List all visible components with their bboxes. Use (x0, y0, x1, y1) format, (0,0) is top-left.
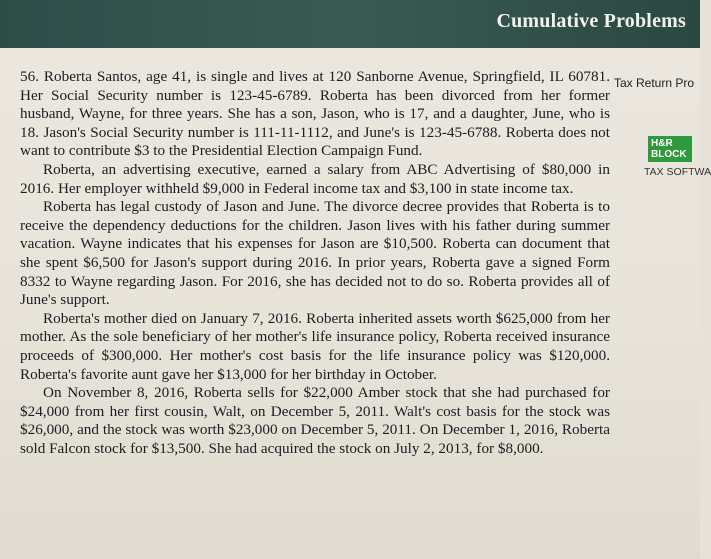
paragraph-1 (20, 68, 610, 161)
paragraph-1-text: Roberta Santos, age 41, is single and lives at 120 Sanborne Avenue, Springfield, IL 60781. Her Social Security number is 123-45-6789. Roberta has been divorced from her former husband, Wayne, for three years. She has a son, Jason, who is 17, and a daughter, June, who is 18. Jason's Social Security number is 111-11-1112, and June's is 123-45-6788. Roberta does not want to contribute $3 to the Presidential Election Campaign Fund. (20, 68, 611, 160)
paragraph-3: Roberta has legal custody of Jason and June. The divorce decree provides that Roberta is to receive the dependency deductions for the children. Jason lives with his father during summer vacation. Wayne indicates that his expenses for Jason are $10,500. Roberta can document that she spent $6,500 for Jason's support during 2016. In prior years, Roberta gave a signed Form 8332 to Wayne regarding Jason. For 2016, she has decided not to do so. Roberta provides all of June's support. (20, 198, 610, 309)
paragraph-2: Roberta, an advertising executive, earned a salary from ABC Advertising of $80,000 in 2016. Her employer withheld $9,000 in Federal income tax and $3,100 in state income tax. (20, 160, 610, 197)
problem-text (20, 68, 610, 458)
section-title: Cumulative Problems (496, 10, 686, 32)
tax-software-label: TAX SOFTWA (644, 166, 711, 178)
logo-line-1: H&R (651, 138, 673, 149)
header-bar (0, 0, 700, 48)
paragraph-4: Roberta's mother died on January 7, 2016. Roberta inherited assets worth $625,000 from her mother. As the sole beneficiary of her mother's life insurance policy, Roberta received insurance proceeds of $300,000. Her mother's cost basis for the life insurance policy was $120,000. Roberta's favorite aunt gave her $13,000 for her birthday in October. (20, 309, 610, 383)
hr-block-logo (648, 136, 692, 162)
tax-return-label: Tax Return Pro (614, 76, 695, 90)
problem-number: 56. (20, 68, 39, 85)
logo-line-2: BLOCK (651, 149, 687, 160)
paragraph-5: On November 8, 2016, Roberta sells for $22,000 Amber stock that she had purchased for $24,000 from her first cousin, Walt, on December 5, 2011. Walt's cost basis for the stock was $26,000, and the stock was worth $23,000 on December 5, 2011. On December 1, 2016, Roberta sold Falcon stock for $13,500. She had acquired the stock on July 2, 2013, for $8,000. (20, 384, 610, 457)
